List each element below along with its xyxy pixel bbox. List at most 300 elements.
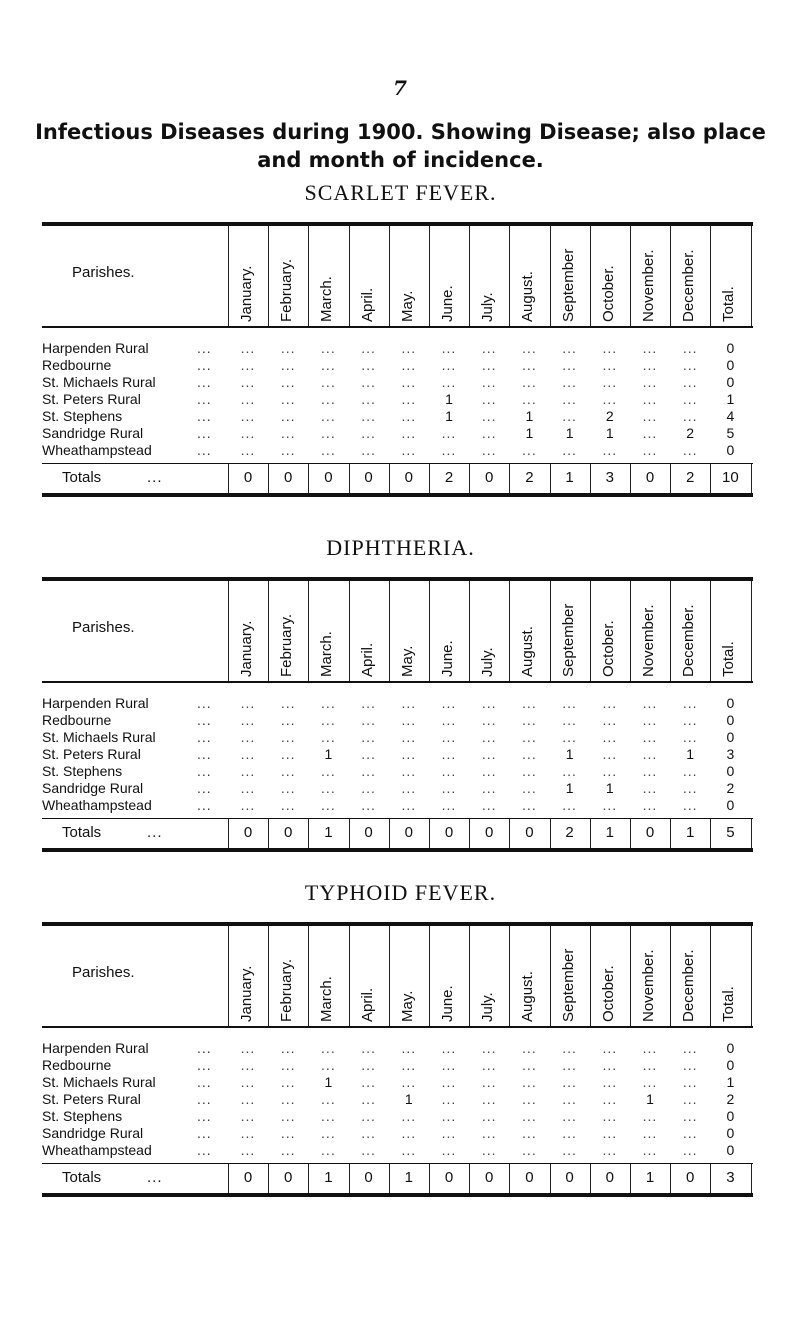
section-title: DIPHTHERIA. xyxy=(326,535,475,560)
month-header xyxy=(318,585,338,677)
total-cell: 0 xyxy=(525,1169,534,1186)
table-cell: ... xyxy=(240,780,256,796)
page-title-line1: Infectious Diseases during 1900. Showing Disease; also place xyxy=(35,120,766,144)
table-cell: ... xyxy=(401,746,417,762)
leader-dots: ... xyxy=(147,824,163,841)
table-cell: 2 xyxy=(605,408,614,424)
table-cell: ... xyxy=(602,1040,618,1056)
table-cell: ... xyxy=(441,340,457,356)
table-cell: ... xyxy=(481,1091,497,1107)
month-header-label: August. xyxy=(519,971,537,1022)
leader-dots: ... xyxy=(197,763,212,779)
month-header xyxy=(238,230,258,322)
table-cell: ... xyxy=(522,1125,537,1141)
month-header-label: December. xyxy=(680,949,698,1022)
table-cell: ... xyxy=(522,780,537,796)
month-header xyxy=(278,230,298,322)
table-row xyxy=(42,763,753,779)
table-cell: ... xyxy=(642,1142,658,1158)
header-rule xyxy=(42,681,753,683)
table-row xyxy=(42,780,753,796)
table-cell: ... xyxy=(522,340,537,356)
table-cell: ... xyxy=(401,1108,417,1124)
table-cell: ... xyxy=(361,374,376,390)
leader-dots: ... xyxy=(197,780,212,796)
table-cell: ... xyxy=(240,797,256,813)
table-cell: ... xyxy=(481,442,497,458)
month-header-label: September xyxy=(559,948,577,1022)
total-cell: 1 xyxy=(324,824,333,841)
table-cell: ... xyxy=(401,712,417,728)
table-cell: ... xyxy=(321,374,336,390)
table-cell: ... xyxy=(522,442,537,458)
table-cell: ... xyxy=(642,1040,658,1056)
leader-dots: ... xyxy=(147,1169,163,1186)
month-header-label: May. xyxy=(398,645,416,677)
table-bottom-rule xyxy=(42,848,753,852)
month-header xyxy=(640,585,660,677)
month-header xyxy=(560,230,580,322)
month-header-label: June. xyxy=(439,640,456,677)
column-divider xyxy=(308,226,309,326)
column-divider xyxy=(630,581,631,681)
column-divider xyxy=(268,581,269,681)
table-cell: ... xyxy=(481,391,497,407)
month-header-label: June. xyxy=(439,285,456,322)
month-header xyxy=(359,585,379,677)
parish-name: St. Peters Rural xyxy=(42,391,141,407)
table-cell: ... xyxy=(441,374,457,390)
table-cell: ... xyxy=(280,1142,296,1158)
month-header xyxy=(278,585,298,677)
table-cell: ... xyxy=(321,797,336,813)
table-cell: 2 xyxy=(686,425,695,441)
total-cell: 2 xyxy=(525,469,534,486)
table-cell: ... xyxy=(240,746,256,762)
month-header-label: April. xyxy=(358,642,376,677)
table-cell: ... xyxy=(441,729,457,745)
table-cell: 1 xyxy=(324,1074,333,1090)
table-cell: ... xyxy=(481,780,497,796)
table-cell: 1 xyxy=(726,391,735,407)
column-divider xyxy=(429,926,430,1026)
total-cell: 0 xyxy=(284,824,293,841)
table-row xyxy=(42,695,753,711)
table-cell: ... xyxy=(401,357,417,373)
column-divider xyxy=(429,226,430,326)
table-cell: ... xyxy=(642,797,658,813)
parish-name: St. Michaels Rural xyxy=(42,729,156,745)
month-header xyxy=(318,930,338,1022)
month-header xyxy=(479,585,499,677)
table-cell: ... xyxy=(240,763,256,779)
parish-name: Redbourne xyxy=(42,1057,112,1073)
table-row xyxy=(42,425,753,441)
table-cell: ... xyxy=(682,374,698,390)
table-row xyxy=(42,1108,753,1124)
table-cell: ... xyxy=(321,357,336,373)
table-cell: ... xyxy=(441,1074,457,1090)
column-divider xyxy=(751,926,752,1026)
month-header xyxy=(600,585,620,677)
table-cell: ... xyxy=(562,1057,577,1073)
total-cell: 0 xyxy=(605,1169,614,1186)
table-cell: ... xyxy=(280,408,296,424)
total-cell: 0 xyxy=(686,1169,695,1186)
month-header xyxy=(278,930,298,1022)
totals-rule xyxy=(42,1163,753,1164)
table-cell: ... xyxy=(361,1091,376,1107)
month-header-label: December. xyxy=(680,604,698,677)
month-header-label: March. xyxy=(318,276,336,322)
column-divider xyxy=(429,581,430,681)
table-cell: ... xyxy=(522,1091,537,1107)
month-header xyxy=(680,930,700,1022)
column-divider xyxy=(349,226,350,326)
column-divider xyxy=(509,226,510,326)
month-header-label: January. xyxy=(238,620,255,677)
table-cell: ... xyxy=(280,1057,296,1073)
month-header xyxy=(318,230,338,322)
column-divider xyxy=(509,581,510,681)
table-cell: ... xyxy=(522,712,537,728)
column-divider xyxy=(268,226,269,326)
month-header-label: June. xyxy=(439,985,456,1022)
table-cell: 5 xyxy=(726,425,735,441)
leader-dots: ... xyxy=(197,729,212,745)
column-divider xyxy=(630,926,631,1026)
table-cell: 0 xyxy=(726,1057,735,1073)
month-header-label: July. xyxy=(479,647,497,677)
table-cell: ... xyxy=(682,1142,698,1158)
table-cell: ... xyxy=(642,746,658,762)
month-header xyxy=(439,585,459,677)
table-cell: 0 xyxy=(726,797,735,813)
total-cell: 0 xyxy=(485,469,494,486)
column-divider xyxy=(349,926,350,1026)
table-cell: ... xyxy=(401,1142,417,1158)
table-cell: ... xyxy=(522,1108,537,1124)
parish-name: St. Michaels Rural xyxy=(42,374,156,390)
table-cell: ... xyxy=(602,442,618,458)
table-cell: ... xyxy=(602,712,618,728)
month-header xyxy=(519,930,539,1022)
table-cell: ... xyxy=(602,1057,618,1073)
totals-label: Totals xyxy=(62,469,102,486)
month-header xyxy=(720,585,740,677)
table-cell: ... xyxy=(401,340,417,356)
totals-label: Totals xyxy=(62,1169,102,1186)
header-rule xyxy=(42,1026,753,1028)
table-cell: ... xyxy=(240,357,256,373)
table-cell: 1 xyxy=(404,1091,413,1107)
month-header-label: November. xyxy=(640,604,657,677)
table-cell: ... xyxy=(441,763,457,779)
column-divider xyxy=(710,226,711,326)
column-divider xyxy=(308,926,309,1026)
table-cell: ... xyxy=(361,1125,376,1141)
column-divider xyxy=(228,581,229,681)
month-header xyxy=(560,585,580,677)
parish-name: St. Stephens xyxy=(42,408,123,424)
table-row xyxy=(42,746,753,762)
table-cell: ... xyxy=(602,695,618,711)
table-cell: ... xyxy=(441,425,457,441)
table-cell: 1 xyxy=(646,1091,654,1107)
table-cell: ... xyxy=(240,1074,256,1090)
table-cell: ... xyxy=(682,695,698,711)
month-header xyxy=(439,230,459,322)
table-cell: ... xyxy=(280,712,296,728)
table-cell: ... xyxy=(401,442,417,458)
table-row xyxy=(42,1125,753,1141)
table-cell: ... xyxy=(240,695,256,711)
table-cell: 1 xyxy=(565,425,574,441)
table-cell: 0 xyxy=(726,442,735,458)
parishes-header: Parishes. xyxy=(72,964,135,981)
column-divider xyxy=(751,581,752,681)
table-cell: ... xyxy=(602,729,618,745)
table-cell: ... xyxy=(401,374,417,390)
table-cell: ... xyxy=(361,340,376,356)
table-cell: ... xyxy=(642,408,658,424)
total-cell: 0 xyxy=(565,1169,574,1186)
table-cell: ... xyxy=(602,391,618,407)
table-cell: ... xyxy=(401,391,417,407)
table-cell: ... xyxy=(682,1040,698,1056)
table-cell: ... xyxy=(481,357,497,373)
table-cell: ... xyxy=(522,797,537,813)
table-cell: ... xyxy=(682,1057,698,1073)
totals-label: Totals xyxy=(62,824,102,841)
column-divider xyxy=(710,926,711,1026)
parish-name: Redbourne xyxy=(42,712,112,728)
table-cell: ... xyxy=(240,374,256,390)
month-header-label: Total. xyxy=(720,286,738,322)
table-cell: ... xyxy=(240,1040,256,1056)
column-divider xyxy=(469,226,470,326)
column-divider xyxy=(469,581,470,681)
table-bottom-rule xyxy=(42,493,753,497)
table-cell: 0 xyxy=(726,1125,735,1141)
table-cell: ... xyxy=(280,340,296,356)
table-cell: ... xyxy=(321,763,336,779)
table-cell: ... xyxy=(602,763,618,779)
table-cell: ... xyxy=(361,780,376,796)
parishes-header: Parishes. xyxy=(72,619,135,636)
total-cell: 0 xyxy=(485,824,494,841)
month-header-label: October. xyxy=(599,965,617,1022)
table-cell: ... xyxy=(240,1057,256,1073)
table-cell: ... xyxy=(441,357,457,373)
column-divider xyxy=(469,926,470,1026)
table-cell: ... xyxy=(321,780,336,796)
table-cell: ... xyxy=(361,425,376,441)
table-cell: 0 xyxy=(726,1142,735,1158)
leader-dots: ... xyxy=(197,391,212,407)
table-cell: ... xyxy=(240,408,256,424)
total-cell: 0 xyxy=(444,1169,454,1186)
table-cell: ... xyxy=(280,746,296,762)
parish-name: St. Peters Rural xyxy=(42,746,141,762)
table-top-rule xyxy=(42,577,753,581)
table-cell: ... xyxy=(602,797,618,813)
table-cell: ... xyxy=(522,1057,537,1073)
parish-name: Harpenden Rural xyxy=(42,1040,149,1056)
table-cell: 0 xyxy=(726,763,735,779)
month-header-label: Total. xyxy=(720,986,738,1022)
table-cell: ... xyxy=(481,1142,497,1158)
table-top-rule xyxy=(42,222,753,226)
total-cell: 0 xyxy=(485,1169,494,1186)
parish-name: Wheathampstead xyxy=(42,797,152,813)
table-cell: 1 xyxy=(565,780,574,796)
total-cell: 0 xyxy=(284,1169,293,1186)
table-row xyxy=(42,357,753,373)
table-cell: ... xyxy=(441,1125,457,1141)
table-cell: ... xyxy=(682,1091,698,1107)
total-cell: 2 xyxy=(444,469,454,486)
table-cell: ... xyxy=(602,1108,618,1124)
total-cell: 1 xyxy=(324,1169,333,1186)
table-cell: ... xyxy=(481,425,497,441)
table-cell: ... xyxy=(321,1091,336,1107)
table-cell: ... xyxy=(642,374,658,390)
table-cell: ... xyxy=(682,1074,698,1090)
table-cell: ... xyxy=(481,374,497,390)
table-cell: ... xyxy=(361,408,376,424)
table-cell: ... xyxy=(642,391,658,407)
month-header-label: January. xyxy=(238,965,255,1022)
total-cell: 0 xyxy=(645,824,655,841)
table-cell: ... xyxy=(361,391,376,407)
month-header xyxy=(600,230,620,322)
table-cell: ... xyxy=(562,1091,577,1107)
table-cell: ... xyxy=(321,695,336,711)
month-header xyxy=(519,230,539,322)
table-cell: ... xyxy=(642,357,658,373)
month-header xyxy=(680,230,700,322)
table-cell: ... xyxy=(602,1091,618,1107)
totals-rule xyxy=(42,463,753,464)
table-cell: ... xyxy=(481,340,497,356)
table-cell: ... xyxy=(280,391,296,407)
table-cell: ... xyxy=(441,1057,457,1073)
table-cell: ... xyxy=(361,797,376,813)
total-cell: 0 xyxy=(364,824,373,841)
table-cell: ... xyxy=(321,391,336,407)
table-cell: ... xyxy=(602,1142,618,1158)
column-divider xyxy=(590,926,591,1026)
leader-dots: ... xyxy=(197,442,212,458)
table-row xyxy=(42,729,753,745)
table-cell: ... xyxy=(401,695,417,711)
table-cell: ... xyxy=(481,763,497,779)
table-cell: ... xyxy=(642,695,658,711)
table-cell: ... xyxy=(401,780,417,796)
table-cell: ... xyxy=(562,1040,577,1056)
page-number: 7 xyxy=(393,76,407,100)
table-cell: ... xyxy=(441,1108,457,1124)
totals-row xyxy=(42,468,753,488)
month-header xyxy=(359,230,379,322)
table-cell: ... xyxy=(481,729,497,745)
table-cell: ... xyxy=(481,797,497,813)
column-divider xyxy=(590,226,591,326)
table-cell: ... xyxy=(481,712,497,728)
month-header-label: September xyxy=(559,248,577,322)
month-header-label: March. xyxy=(318,631,336,677)
table-cell: ... xyxy=(321,425,336,441)
table-cell: ... xyxy=(321,1142,336,1158)
table-cell: 4 xyxy=(726,408,735,424)
parish-name: St. Michaels Rural xyxy=(42,1074,156,1090)
total-cell: 0 xyxy=(243,469,253,486)
table-cell: 0 xyxy=(726,1040,735,1056)
disease-table xyxy=(42,577,753,854)
table-cell: ... xyxy=(481,1040,497,1056)
total-cell: 0 xyxy=(243,824,253,841)
table-cell: ... xyxy=(361,1074,376,1090)
month-header-label: November. xyxy=(640,949,657,1022)
month-header-label: May. xyxy=(398,990,416,1022)
total-cell: 1 xyxy=(645,1169,655,1186)
table-cell: ... xyxy=(280,1074,296,1090)
table-cell: ... xyxy=(682,442,698,458)
table-cell: ... xyxy=(562,1108,577,1124)
total-cell: 1 xyxy=(565,469,574,486)
table-cell: ... xyxy=(522,374,537,390)
column-divider xyxy=(308,581,309,681)
table-cell: ... xyxy=(321,712,336,728)
table-cell: ... xyxy=(642,1125,658,1141)
table-cell: ... xyxy=(441,780,457,796)
page-title-line2: and month of incidence. xyxy=(257,148,544,172)
table-cell: ... xyxy=(562,340,577,356)
totals-rule xyxy=(42,818,753,819)
leader-dots: ... xyxy=(197,374,212,390)
table-cell: ... xyxy=(240,1125,256,1141)
parish-name: Redbourne xyxy=(42,357,112,373)
month-header-label: October. xyxy=(599,265,617,322)
table-cell: ... xyxy=(642,1108,658,1124)
month-header-label: Total. xyxy=(720,641,738,677)
leader-dots: ... xyxy=(197,1091,212,1107)
table-cell: 1 xyxy=(445,391,453,407)
table-cell: ... xyxy=(682,357,698,373)
total-cell: 0 xyxy=(404,469,413,486)
table-cell: ... xyxy=(562,1142,577,1158)
table-row xyxy=(42,374,753,390)
month-header-label: December. xyxy=(680,249,698,322)
month-header xyxy=(479,230,499,322)
table-cell: ... xyxy=(682,729,698,745)
leader-dots: ... xyxy=(197,712,212,728)
table-cell: ... xyxy=(562,391,577,407)
column-divider xyxy=(389,226,390,326)
table-cell: ... xyxy=(562,712,577,728)
column-divider xyxy=(751,226,752,326)
table-cell: ... xyxy=(280,1091,296,1107)
table-cell: 0 xyxy=(726,729,735,745)
total-cell: 10 xyxy=(722,469,739,486)
column-divider xyxy=(590,581,591,681)
table-cell: ... xyxy=(240,442,256,458)
table-cell: ... xyxy=(401,797,417,813)
table-cell: 1 xyxy=(605,780,614,796)
column-divider xyxy=(349,581,350,681)
leader-dots: ... xyxy=(197,357,212,373)
